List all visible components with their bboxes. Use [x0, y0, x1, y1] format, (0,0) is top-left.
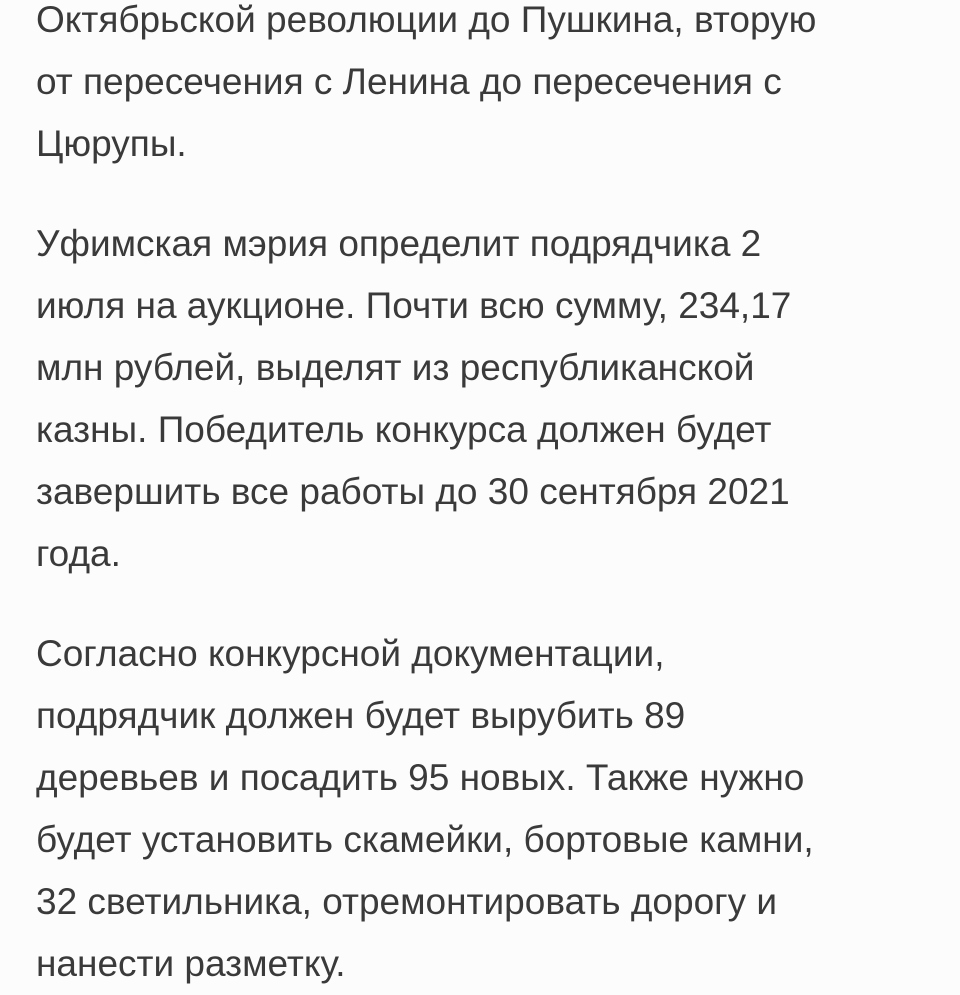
text-line: будет установить скамейки, бортовые камни,: [36, 819, 814, 860]
text-line: Октябрьской революции до Пушкина, вторую: [36, 0, 817, 40]
text-line: млн рублей, выделят из республиканской: [36, 347, 755, 388]
article-paragraph-1: [36, 0, 816, 175]
text-line: года.: [36, 533, 121, 574]
text-line: завершить все работы до 30 сентября 2021: [36, 471, 790, 512]
text-line: июля на аукционе. Почти всю сумму, 234,17: [36, 285, 792, 326]
text-line: Уфимская мэрия определит подрядчика 2: [36, 223, 762, 264]
text-line: Согласно конкурсной документации,: [36, 633, 665, 674]
text-line: 32 светильника, отремонтировать дорогу и: [36, 881, 778, 922]
article-paragraph-3: [36, 623, 814, 995]
text-line: деревьев и посадить 95 новых. Также нужно: [36, 757, 805, 798]
text-line: нанести разметку.: [36, 943, 346, 984]
text-line: Цюрупы.: [36, 123, 187, 164]
text-line: подрядчик должен будет вырубить 89: [36, 695, 686, 736]
text-line: казны. Победитель конкурса должен будет: [36, 409, 772, 450]
text-line: от пересечения с Ленина до пересечения с: [36, 61, 782, 102]
article-paragraph-2: [36, 213, 791, 585]
